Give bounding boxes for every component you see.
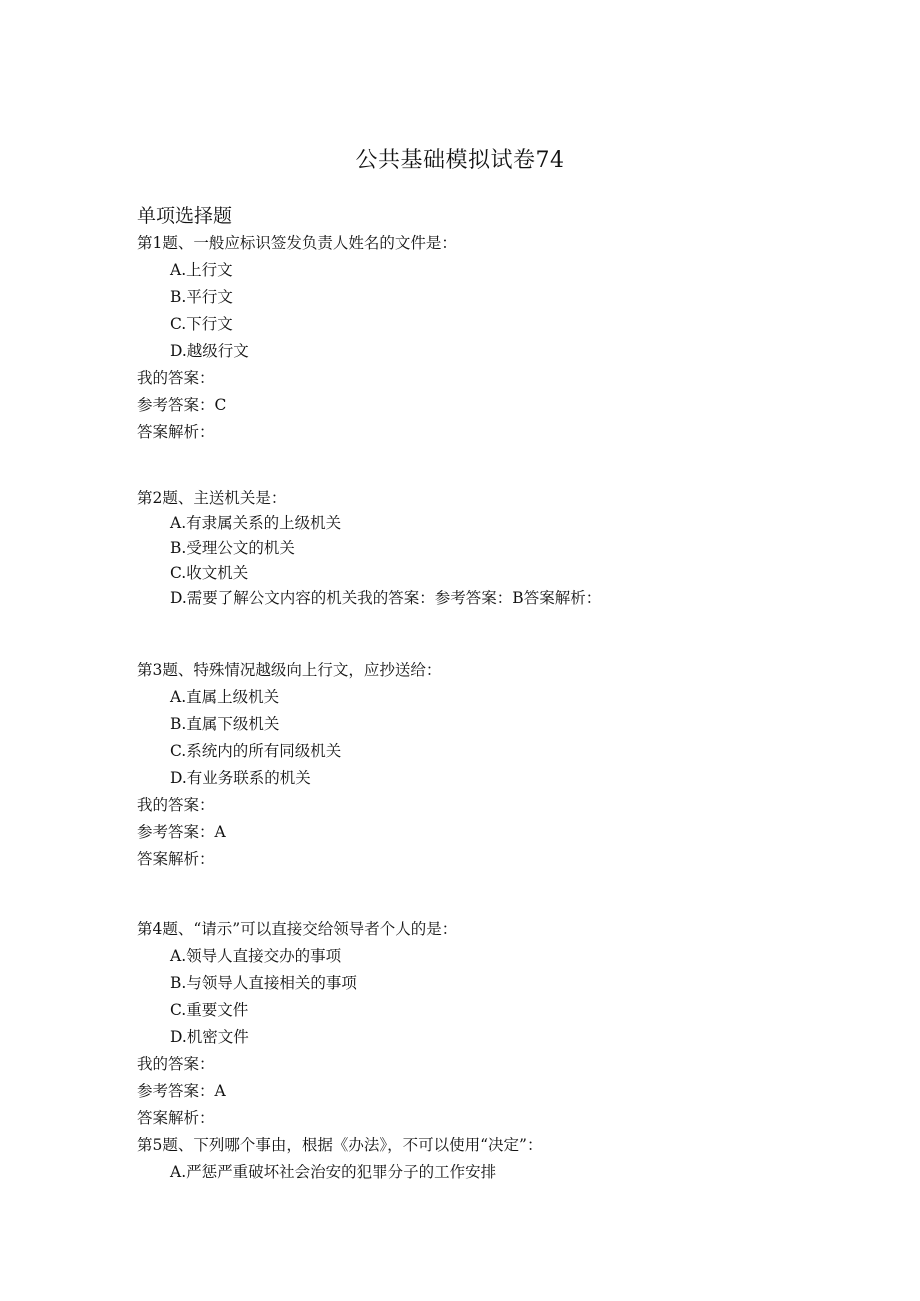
option-d[interactable]: D.需要了解公文内容的机关我的答案：参考答案：B答案解析： xyxy=(170,589,602,607)
option-c[interactable]: C.重要文件 xyxy=(170,1001,249,1019)
option-b[interactable]: B.直属下级机关 xyxy=(170,715,280,733)
option-c[interactable]: C.下行文 xyxy=(170,315,233,333)
option-b[interactable]: B.与领导人直接相关的事项 xyxy=(170,974,357,992)
question-stem: 第5题、下列哪个事由，根据《办法》，不可以使用“决定”： xyxy=(137,1136,543,1154)
option-a[interactable]: A.上行文 xyxy=(170,261,233,279)
section-heading: 单项选择题 xyxy=(137,205,233,227)
question-4 xyxy=(137,916,880,1186)
my-answer: 我的答案： xyxy=(137,796,215,814)
my-answer: 我的答案： xyxy=(137,369,215,387)
option-a[interactable]: A.直属上级机关 xyxy=(170,688,280,706)
option-d[interactable]: D.有业务联系的机关 xyxy=(170,769,311,787)
question-stem: 第3题、特殊情况越级向上行文，应抄送给： xyxy=(137,661,442,679)
option-a[interactable]: A.有隶属关系的上级机关 xyxy=(170,514,342,532)
reference-answer: 参考答案：A xyxy=(137,823,226,841)
answer-analysis: 答案解析： xyxy=(137,850,215,868)
option-c[interactable]: C.系统内的所有同级机关 xyxy=(170,742,342,760)
answer-analysis: 答案解析： xyxy=(137,1109,215,1127)
option-d[interactable]: D.机密文件 xyxy=(170,1028,249,1046)
my-answer: 我的答案： xyxy=(137,1055,215,1073)
option-b[interactable]: B.平行文 xyxy=(170,288,233,306)
option-a[interactable]: A.领导人直接交办的事项 xyxy=(170,947,342,965)
page-title: 公共基础模拟试卷74 xyxy=(355,148,565,173)
reference-answer: 参考答案：C xyxy=(137,396,227,414)
option-d[interactable]: D.越级行文 xyxy=(170,342,249,360)
question-stem: 第4题、“请示”可以直接交给领导者个人的是： xyxy=(137,920,458,938)
option-a[interactable]: A.严惩严重破坏社会治安的犯罪分子的工作安排 xyxy=(170,1163,497,1181)
option-c[interactable]: C.收文机关 xyxy=(170,564,249,582)
reference-answer: 参考答案：A xyxy=(137,1082,226,1100)
question-stem: 第2题、主送机关是： xyxy=(137,489,287,507)
question-3 xyxy=(137,657,880,873)
question-stem: 第1题、一般应标识签发负责人姓名的文件是： xyxy=(137,234,457,252)
question-1 xyxy=(137,230,880,446)
option-b[interactable]: B.受理公文的机关 xyxy=(170,539,295,557)
answer-analysis: 答案解析： xyxy=(137,423,215,441)
question-2 xyxy=(137,486,880,611)
